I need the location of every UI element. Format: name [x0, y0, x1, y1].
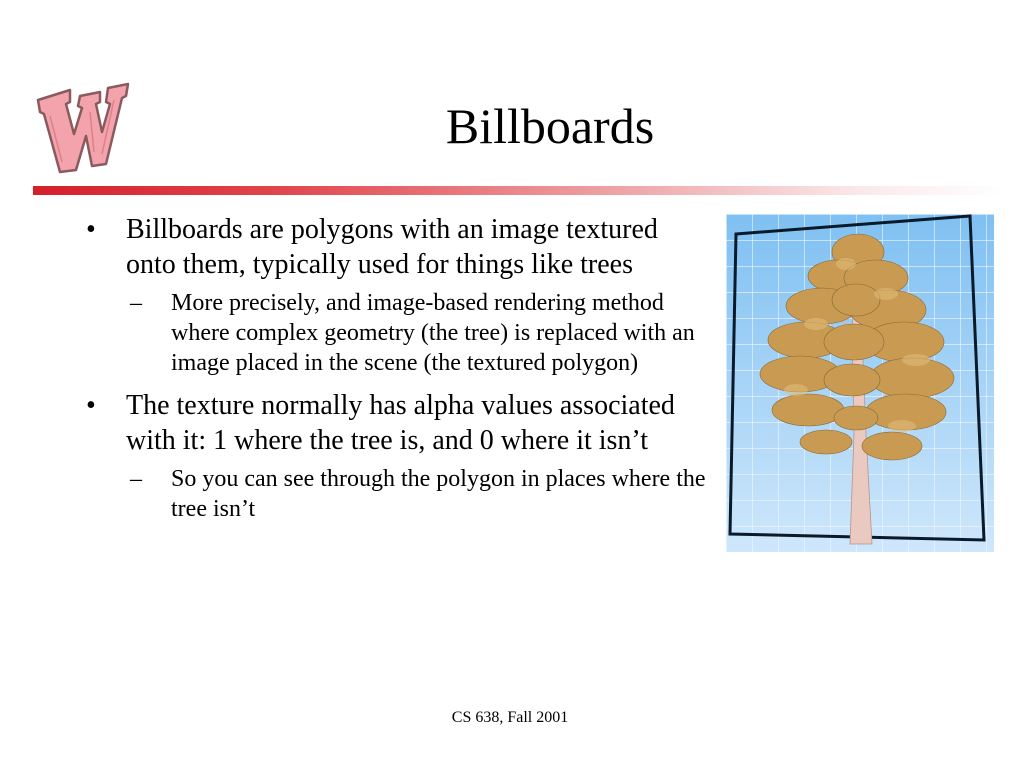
bullet-marker: •: [86, 214, 96, 245]
sub-bullet-item: [126, 464, 711, 524]
sub-bullet-text: So you can see through the polygon in places where the tree isn’t: [171, 466, 706, 522]
bullet-text: The texture normally has alpha values associated with it: 1 where the tree is, and 0 where it isn’t: [126, 390, 675, 456]
bullet-item: [86, 388, 711, 458]
bullet-item: [86, 212, 711, 282]
slide-footer: CS 638, Fall 2001: [451, 709, 569, 726]
sub-bullet-marker: –: [130, 466, 142, 492]
slide-content: [86, 212, 711, 534]
bullet-text: Billboards are polygons with an image textured onto them, typically used for things like trees: [126, 214, 658, 280]
w-logo-icon: [30, 78, 130, 176]
slide-title: Billboards: [445, 98, 655, 154]
billboard-tree-image: [726, 214, 994, 552]
sub-bullet-text: More precisely, and image-based rendering method where complex geometry (the tree) is replaced with an image placed in the scene (the textured polygon): [171, 290, 695, 376]
title-divider: [33, 186, 1008, 195]
bullet-marker: •: [86, 390, 96, 421]
sub-bullet-item: [126, 288, 711, 378]
sub-bullet-marker: –: [130, 290, 142, 316]
